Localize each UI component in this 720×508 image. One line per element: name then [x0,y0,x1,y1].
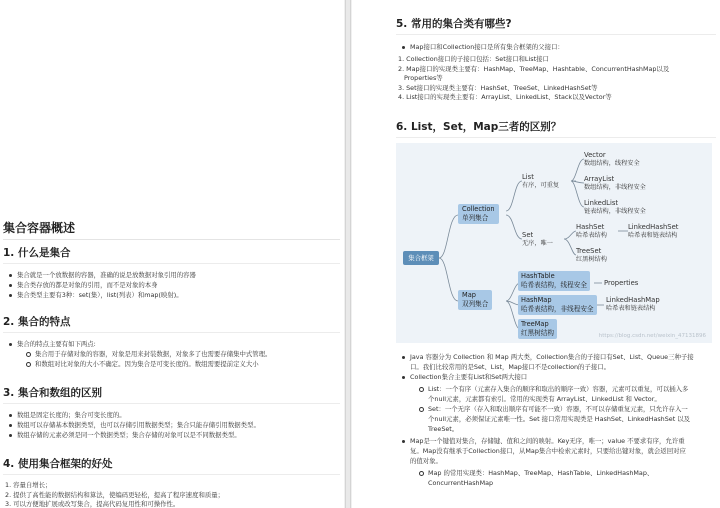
node-properties [604,279,638,288]
node-collection-name: Collection [462,205,495,213]
line: 口。我们比较常用的是Set、List，Map接口不是collection的子接口。 [410,363,611,371]
section-6-sublist-1 [396,384,716,434]
section-2-title: 2. 集合的特点 [3,314,340,333]
line: TreeSet。 [428,425,459,433]
node-linkedhashset-name: LinkedHashSet [628,223,679,231]
section-2-list [3,339,340,349]
node-treemap [518,319,557,339]
list-item: 2. 提供了高性能的数据结构和算法，使编码更轻松，提高了程序速度和质量； [5,490,225,499]
list-item: 集合类型主要有3种：set(集），list(列表）和map(映射)。 [3,290,340,300]
section-6-title: 6. List，Set，Map三者的区别？ [396,119,716,138]
doc-title: 集合容器概述 [3,219,340,240]
node-arraylist-name: ArrayList [584,175,615,183]
section-3-title: 3. 集合和数组的区别 [3,385,340,404]
list-item: 集合就是一个放数据的容器，准确的说是放数据对象引用的容器 [3,270,340,280]
right-content [396,16,716,144]
list-item: 3. Set接口的实现类主要有：HashSet、TreeSet、LinkedHashSet等 [398,83,598,92]
node-linkedhashset-desc: 哈希表和链表结构 [628,231,678,239]
node-hashmap [518,295,597,315]
section-1-list [3,270,340,300]
list-item [396,352,716,372]
list-item [396,468,716,488]
node-linkedlist [584,199,646,216]
node-hashmap-desc: 哈希表结构，非线程安全 [521,305,594,313]
node-hashset-desc: 哈希表结构 [576,231,607,239]
node-treeset-desc: 红黑树结构 [576,255,607,263]
line: Set：一个无序（存入和取出顺序有可能不一致）容器，不可以存储重复元素，只允许存入一 [428,405,688,413]
node-hashtable-desc: 哈希表结构，线程安全 [521,281,587,289]
section-6-bullets-1 [396,352,716,382]
node-hashtable [518,271,590,291]
node-hashtable-name: HashTable [521,272,555,280]
node-treemap-desc: 红黑树结构 [521,329,554,337]
node-hashset-name: HashSet [576,223,605,231]
section-5-title: 5. 常用的集合类有哪些? [396,16,716,35]
section-1-title: 1. 什么是集合 [3,245,340,264]
node-treeset [576,247,607,264]
node-map [458,290,492,310]
node-linkedhashmap [606,296,660,313]
list-item: 2. Map接口的实现类主要有：HashMap、TreeMap、Hashtable、ConcurrentHashMap以及 [398,64,670,73]
list-item: Map接口和Collection接口是所有集合框架的父接口： [396,42,716,52]
list-item: Collection集合主要有List和Set两大接口 [396,372,716,382]
left-content [3,219,340,508]
node-set [522,231,553,248]
line: 个null元素，元素都有索引。常用的实现类有 ArrayList、LinkedList 和 Vector。 [428,395,661,403]
list-item: 1. Collection接口的子接口包括：Set接口和List接口 [398,55,549,63]
list-item [396,384,716,404]
node-linkedhashmap-desc: 哈希表和链表结构 [606,304,656,312]
list-item: 数组存储的元素必须是同一个数据类型；集合存储的对象可以是不同数据类型。 [3,430,340,440]
line: 的值对象。 [410,457,442,465]
node-hashmap-name: HashMap [521,296,552,304]
node-collection-desc: 单列集合 [462,214,489,222]
section-3-list [3,410,340,440]
line: List：一个有序（元素存入集合的顺序和取出的顺序一致）容器，元素可以重复，可以插入多 [428,385,689,393]
list-item: 集合的特点主要有如下两点: [3,339,340,349]
page-divider [345,0,351,508]
line: Map是一个键值对集合，存储键、值和之间的映射。Key无序，唯一；value 不要求有序，允许重 [410,437,685,445]
section-2-sublist [3,349,340,369]
line: ConcurrentHashMap [428,479,494,487]
line: Java 容器分为 Collection 和 Map 两大类，Collection集合的子接口有Set、List、Queue三种子接 [410,353,694,361]
list-item: 集合类存放的都是对象的引用，而不是对象的本身 [3,280,340,290]
left-page [0,0,344,508]
section-6-bullets-2 [396,436,716,466]
node-vector-name: Vector [584,151,606,159]
right-content-lower [396,352,716,488]
list-item: 3. 可以方便地扩展或改写集合，提高代码复用性和可操作性。 [5,500,180,508]
node-collection [458,204,499,224]
line: 个null元素，必须保证元素唯一性。Set 接口常用实现类是 HashSet、LinkedHashSet 以及 [428,415,691,423]
section-4-list [3,481,340,508]
list-item: 数组可以存储基本数据类型，也可以存储引用数据类型；集合只能存储引用数据类型。 [3,420,340,430]
section-5-list [396,55,716,103]
node-treeset-name: TreeSet [576,247,602,255]
list-item: 数组是固定长度的；集合可变长度的。 [3,410,340,420]
node-list-desc: 有序，可重复 [522,181,560,189]
collection-mindmap [396,143,712,343]
node-arraylist [584,175,646,192]
section-4-title: 4. 使用集合框架的好处 [3,456,340,475]
node-set-desc: 无序，唯一 [522,239,553,247]
list-item: 和数组对比对象的大小不确定。因为集合是可变长度的。数组需要提前定义大小 [3,359,340,369]
node-map-name: Map [462,291,476,299]
node-linkedhashmap-name: LinkedHashMap [606,296,660,304]
node-list [522,173,559,190]
section-6-sublist-2 [396,468,716,488]
list-item: 集合用于存储对象的容器，对象是用来封装数据，对象多了也需要存储集中式管理。 [3,349,340,359]
line: Map 的常用实现类：HashMap、TreeMap、HashTable、LinkedHashMap、 [428,469,654,477]
list-item: 1. 容量自增长； [5,481,52,489]
list-item: 4. List接口的实现类主要有：ArrayList、LinkedList、Stack以及Vector等 [398,93,612,101]
list-item: Properties等 [404,74,443,82]
line: 复。Map没有继承于Collection接口，从Map集合中检索元素时，只要给出键对象，就会返回对应 [410,447,686,455]
node-map-desc: 双列集合 [462,300,489,308]
node-vector-desc: 数组结构，线程安全 [584,159,640,167]
mindmap-root: 集合框架 [403,251,439,265]
node-vector [584,151,640,168]
watermark: https://blog.csdn.net/weixin_47131896 [598,333,706,339]
node-linkedlist-name: LinkedList [584,199,619,207]
right-page [352,0,720,508]
node-properties-name: Properties [604,279,639,287]
node-treemap-name: TreeMap [521,320,549,328]
section-5-bullets [396,42,716,52]
node-set-name: Set [522,231,534,239]
node-linkedhashset [628,223,678,240]
node-linkedlist-desc: 链表结构，非线程安全 [584,207,646,215]
node-list-name: List [522,173,534,181]
list-item [396,436,716,466]
node-hashset [576,223,607,240]
node-arraylist-desc: 数组结构，非线程安全 [584,183,646,191]
list-item [396,404,716,434]
